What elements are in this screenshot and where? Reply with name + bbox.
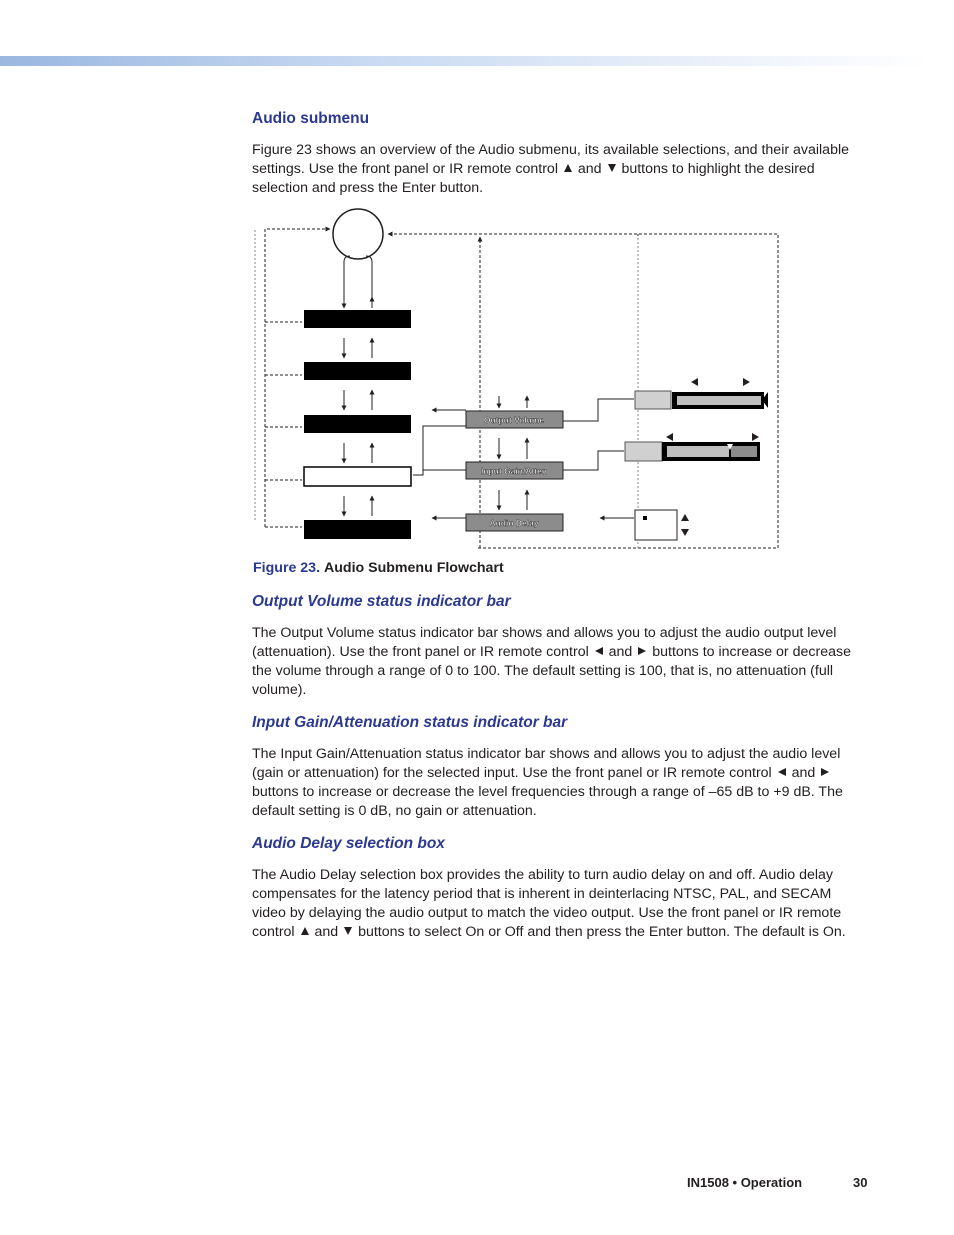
footer-doc-title: IN1508 • Operation xyxy=(687,1175,803,1190)
section-heading-audio-submenu: Audio submenu xyxy=(252,110,370,127)
menu-bar-5 xyxy=(304,520,411,539)
menu-bar-2 xyxy=(304,362,411,380)
left-arrow-icon xyxy=(666,433,673,441)
header-gradient-bar xyxy=(0,56,930,66)
right-arrow-icon xyxy=(743,378,750,386)
audio-delay-text: The Audio Delay selection box provides the ability to turn audio delay on and off. Audio delay compensates for the latency period that is inherent in deinterlacing NTSC, PAL, and SECAM video by delaying the audio output to match the video output. Use the front panel or IR remote control and buttons to select On or Off and then press the Enter button. The default is On. xyxy=(252,867,846,940)
left-arrow-icon xyxy=(691,378,698,386)
menu-bar-3 xyxy=(304,415,411,433)
right-arrow-icon xyxy=(821,768,829,776)
figure-caption xyxy=(253,560,504,576)
down-arrow-icon xyxy=(344,927,352,935)
input-gain-value-box xyxy=(625,442,662,461)
up-arrow-icon xyxy=(681,514,689,521)
submenu-label-audio-delay: Audio Delay xyxy=(489,518,539,528)
menu-bar-audio-selected xyxy=(304,467,411,486)
subheading-input-gain: Input Gain/Attenuation status indicator bar xyxy=(252,714,568,731)
submenu-label-output-volume: Output Volume xyxy=(483,415,545,425)
footer-page-number: 30 xyxy=(853,1175,868,1190)
input-gain-text: The Input Gain/Attenuation status indicator bar shows and allows you to adjust the audio level (gain or attenuation) for the selected input. Use the front panel or IR remote control and buttons to increase or decrease the level frequencies through a range of –65 dB to +9 dB. The default setting is 0 dB, no gain or attenuation. xyxy=(252,746,843,819)
figure-title: Audio Submenu Flowchart xyxy=(323,560,504,576)
subheading-audio-delay: Audio Delay selection box xyxy=(252,835,445,852)
subheading-output-volume: Output Volume status indicator bar xyxy=(252,593,511,610)
menu-entry-circle xyxy=(333,209,383,259)
output-volume-value-box xyxy=(635,391,671,409)
right-arrow-icon xyxy=(752,433,759,441)
audio-submenu-flowchart xyxy=(250,205,790,555)
figure-number: Figure 23. xyxy=(253,560,321,576)
output-volume-text: The Output Volume status indicator bar shows and allows you to adjust the audio output level (attenuation). Use the front panel or IR remote control and buttons to increase or decrease the volume through a range of 0 to 100. The default setting is 100, that is, no attenuation (full volume). xyxy=(252,625,851,698)
submenu-label-input-gain: Input Gain/Atten xyxy=(480,466,548,476)
up-arrow-icon xyxy=(564,164,572,172)
up-arrow-icon xyxy=(301,927,309,935)
right-arrow-icon xyxy=(638,647,646,655)
left-arrow-icon xyxy=(778,768,786,776)
down-arrow-icon xyxy=(608,164,616,172)
left-arrow-icon xyxy=(595,647,603,655)
down-arrow-icon xyxy=(681,529,689,536)
audio-delay-selection-box xyxy=(635,510,677,540)
audio-submenu-intro: Figure 23 shows an overview of the Audio submenu, its available selections, and their available settings. Use the front panel or IR remote control and buttons to highlight the desired selection and press the Enter button. xyxy=(252,142,850,196)
menu-bar-1 xyxy=(304,310,411,328)
